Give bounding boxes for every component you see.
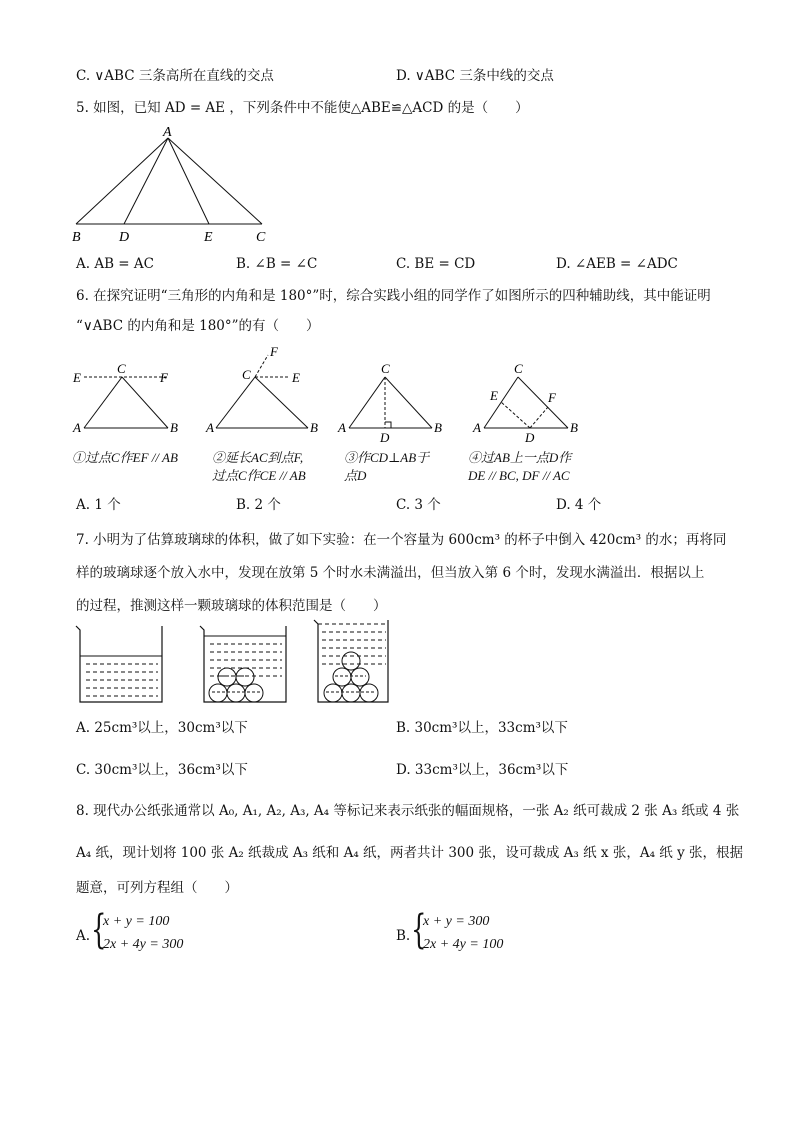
q4-option-c: C. ∨ABC 三条高所在直线的交点 [76,68,274,84]
q6-fig2-caption-1: ②延长AC到点F, [212,450,304,465]
q6-fig3-caption-2: 点D [344,468,367,483]
q6-fig4-caption-1: ④过AB上一点D作 [468,450,572,465]
q6-f2-label-A: A [206,420,214,435]
q6-fig2-caption-2: 过点C作CE // AB [212,468,306,483]
q8-line2: A₄ 纸，现计划将 100 张 A₂ 纸裁成 A₃ 纸和 A₄ 纸，两者共计 300 张，设可裁成 A₃ 纸 x 张，A₄ 纸 y 张，根据 [76,845,743,861]
q6-stem-line2: “∨ABC 的内角和是 180°”的有（ ） [76,318,320,334]
q4-option-d: D. ∨ABC 三条中线的交点 [396,68,554,84]
q5-label-E: E [204,230,213,245]
q6-f1-label-C: C [117,361,126,376]
q6-f3-label-D: D [380,430,390,445]
q6-option-d: D. 4 个 [556,497,602,513]
q6-f2-label-F: F [270,344,278,359]
q6-f1-label-B: B [170,420,178,435]
q8-option-b-label: B. [396,928,411,944]
q6-figure-4 [468,360,588,446]
q6-figure-3 [334,360,454,446]
q8-option-b-eq1: x + y = 300 [423,914,490,929]
q5-stem: 5. 如图，已知 AD = AE ，下列条件中不能使△ABE≌△ACD 的是（ ） [76,100,529,116]
q8-line3: 题意，可列方程组（ ） [76,880,238,896]
q7-line3: 的过程，推测这样一颗玻璃球的体积范围是（ ） [76,598,387,614]
q6-fig3-caption-1: ③作CD⊥AB于 [344,450,430,465]
q8-option-a-brace: { [91,907,107,953]
q8-option-a-label: A. [76,928,91,944]
q7-beaker-3 [308,614,408,706]
q6-f3-label-B: B [434,420,442,435]
q6-f4-label-C: C [514,361,523,376]
q7-beaker-2 [194,620,294,706]
q5-option-c: C. BE = CD [396,256,476,272]
q6-f1-label-F: F [160,370,168,385]
q8-option-a-eq1: x + y = 100 [103,914,170,929]
q6-f4-label-A: A [473,420,481,435]
q6-figure-1 [70,360,190,436]
q8-option-a-eq2: 2x + 4y = 300 [103,937,184,952]
q6-f4-label-E: E [490,388,498,403]
q5-label-B: B [72,230,81,245]
q6-fig4-caption-2: DE // BC, DF // AC [468,468,570,483]
q5-figure [66,124,276,246]
q7-option-c: C. 30cm³以上，36cm³以下 [76,762,248,778]
q8-option-b-eq2: 2x + 4y = 100 [423,937,504,952]
q6-f2-label-E: E [292,370,300,385]
q6-f3-label-C: C [381,361,390,376]
q7-option-d: D. 33cm³以上，36cm³以下 [396,762,569,778]
q6-f1-label-A: A [73,420,81,435]
q7-line1: 7. 小明为了估算玻璃球的体积，做了如下实验：在一个容量为 600cm³ 的杯子中倒入 420cm³ 的水；再将同 [76,532,727,548]
q6-fig1-caption: ①过点C作EF // AB [72,450,178,465]
q6-figure-2 [204,342,324,436]
q5-label-A: A [163,125,172,140]
q6-f4-label-D: D [525,430,535,445]
q5-option-d: D. ∠AEB = ∠ADC [556,256,678,272]
q5-option-a: A. AB = AC [76,256,154,272]
q6-f2-label-C: C [242,367,251,382]
q7-line2: 样的玻璃球逐个放入水中，发现在放第 5 个时水未满溢出，但当放入第 6 个时，发现水满溢出．根据以上 [76,565,705,581]
q5-option-b: B. ∠B = ∠C [236,256,318,272]
q7-option-b: B. 30cm³以上，33cm³以下 [396,720,568,736]
q6-f2-label-B: B [310,420,318,435]
q6-f3-label-A: A [338,420,346,435]
q7-beaker-1 [70,620,170,706]
q7-option-a: A. 25cm³以上，30cm³以下 [76,720,248,736]
q8-line1: 8. 现代办公纸张通常以 A₀, A₁, A₂, A₃, A₄ 等标记来表示纸张的幅面规格，一张 A₂ 纸可裁成 2 张 A₃ 纸或 4 张 [76,803,740,819]
q6-option-a: A. 1 个 [76,497,121,513]
q5-label-D: D [119,230,130,245]
q6-option-c: C. 3 个 [396,497,441,513]
q6-f4-label-B: B [570,420,578,435]
q6-stem-line1: 6. 在探究证明“三角形的内角和是 180°”时，综合实践小组的同学作了如图所示的四种辅助线，其中能证明 [76,288,711,304]
q8-option-b-brace: { [411,907,427,953]
q6-option-b: B. 2 个 [236,497,281,513]
q6-f1-label-E: E [73,370,81,385]
q5-label-C: C [256,230,266,245]
q6-f4-label-F: F [548,390,556,405]
